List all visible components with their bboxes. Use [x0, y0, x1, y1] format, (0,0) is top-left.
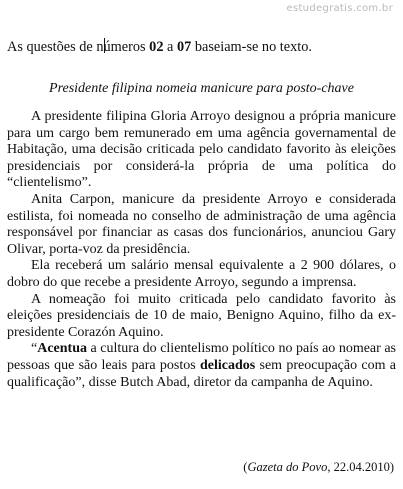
- paragraph-1: A presidente filipina Gloria Arroyo designou a própria manicure para um cargo bem remunerado em uma agência governamental de Habitação, uma decisão criticada pelo candidato favorito às eleições presidenciais por considerá-la própria de uma política do “clientelismo”.: [7, 109, 396, 191]
- watermark: estudegratis.com.br: [286, 3, 393, 14]
- source-open-paren: (: [243, 460, 248, 474]
- intro-from-number: 02: [149, 39, 164, 55]
- source-publication: Gazeta do Povo: [247, 460, 328, 474]
- source-date: , 22.04.2010): [327, 460, 394, 474]
- intro-text-start: As questões de n: [7, 39, 104, 55]
- article-body: [7, 109, 396, 391]
- paragraph-5-text-2: sem preocupação com a qualificação”, disse Butch Abad, diretor da campanha de Aquino.: [7, 357, 396, 390]
- bold-word-acentua: Acentua: [37, 341, 87, 357]
- intro-text-end: baseiam-se no texto.: [191, 39, 312, 55]
- paragraph-5-text-1: a cultura do clientelismo político no país ao nomear as pessoas que são leais para postos: [7, 341, 396, 373]
- paragraph-3: Ela receberá um salário mensal equivalente a 2 900 dólares, o dobro do que recebe a presidente Arroyo, segundo a imprensa.: [7, 258, 396, 290]
- paragraph-5: [7, 341, 396, 391]
- source-citation: [243, 459, 394, 475]
- article-title: Presidente filipina nomeia manicure para posto-chave: [49, 81, 354, 96]
- intro-text-middle: úmeros: [103, 39, 150, 55]
- intro-connector: a: [163, 39, 177, 55]
- bold-word-delicados: delicados: [199, 357, 256, 373]
- open-quote: “: [31, 341, 38, 357]
- instruction-line: [7, 38, 312, 56]
- intro-to-number: 07: [176, 39, 192, 55]
- paragraph-2: Anita Carpon, manicure da presidente Arroyo e considerada estilista, foi nomeada no conselho de administração de uma agência responsável por financiar as casas dos funcionários, anunciou Gary Olivar, porta-voz da presidência.: [7, 191, 396, 257]
- paragraph-4: A nomeação foi muito criticada pelo candidato favorito às eleições presidenciais de 10 de maio, Benigno Aquino, filho da ex-presidente Corazón Aquino.: [7, 291, 396, 340]
